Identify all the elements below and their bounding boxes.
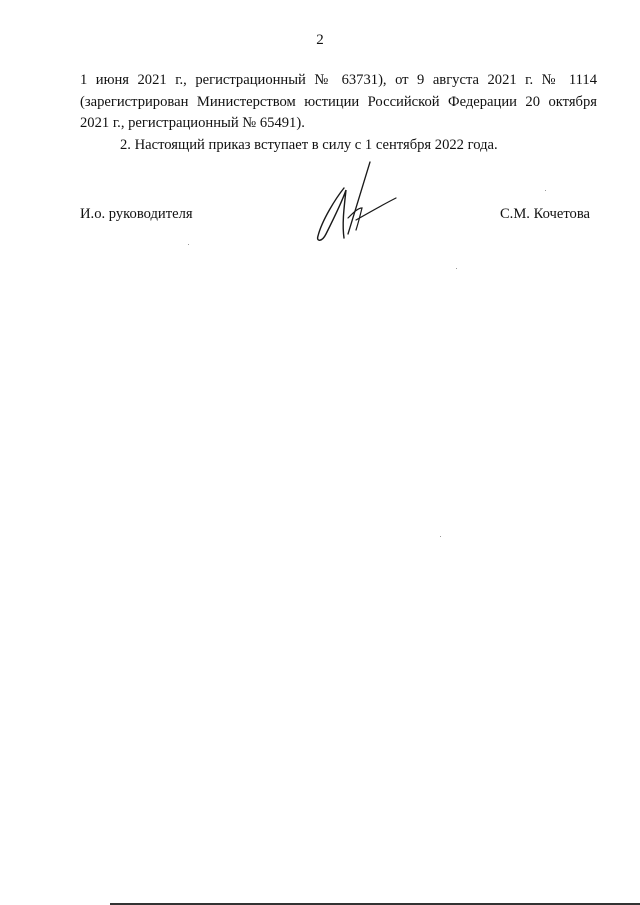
paragraph-1-line: 1 июня 2021 г., регистрационный № 63731), от 9 августа 2021 г. № 1114 — [80, 72, 597, 88]
scan-speck — [545, 190, 546, 191]
paragraph-1-line: 2021 г., регистрационный № 65491). — [80, 115, 305, 131]
handwritten-signature — [308, 158, 408, 248]
signatory-name: С.М. Кочетова — [499, 206, 590, 222]
document-body — [80, 70, 597, 156]
scan-speck — [188, 244, 189, 245]
paragraph-2: 2. Настоящий приказ вступает в силу с 1 сентября 2022 года. — [120, 136, 498, 153]
paragraph-1-line: (зарегистрирован Министерством юстиции Российской Федерации 20 октября — [80, 93, 597, 110]
scan-speck — [440, 536, 441, 537]
scan-speck — [456, 268, 457, 269]
signatory-title: И.о. руководителя — [80, 206, 193, 222]
page-number: 2 — [316, 32, 324, 48]
paragraph-1 — [80, 70, 597, 135]
